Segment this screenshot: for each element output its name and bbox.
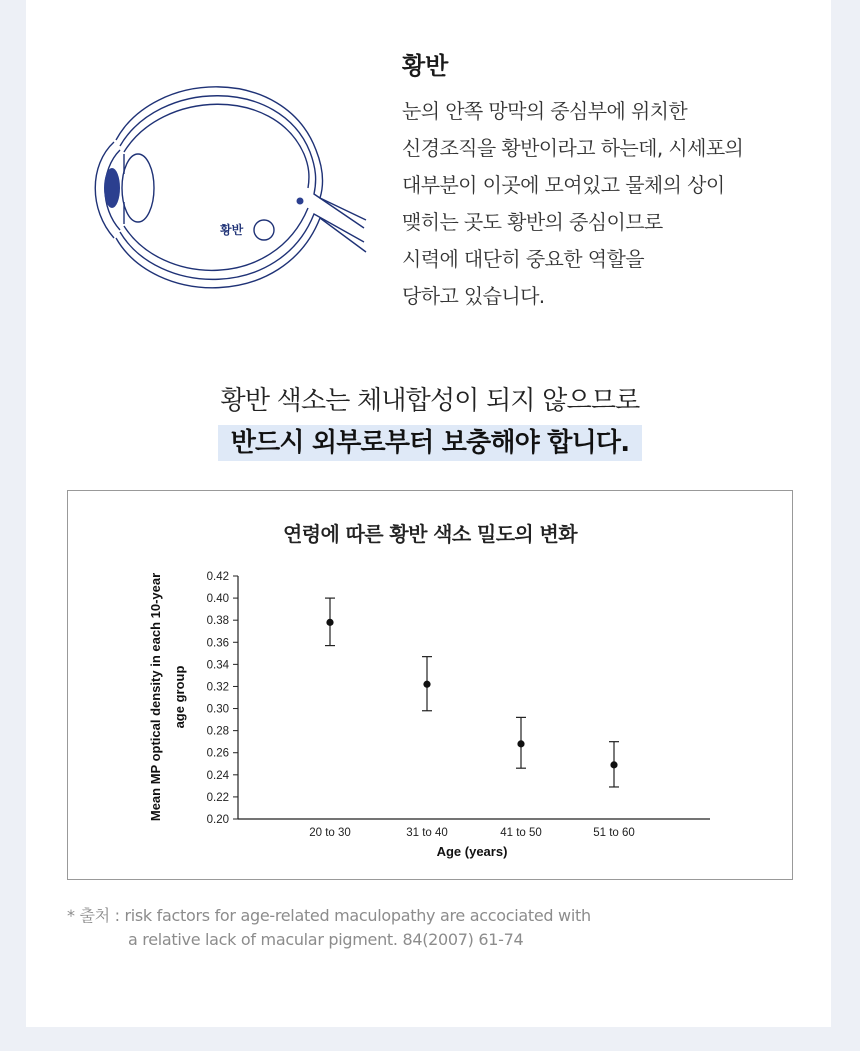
y-tick-label: 0.22 [206,791,229,804]
data-point [517,740,524,747]
source-line-2: a relative lack of macular pigment. 84(2007) 61-74 [128,930,524,949]
eye-diagram-icon [84,70,374,310]
intro-body [402,93,802,315]
y-axis-label-line-2: age group [172,665,187,729]
x-tick-label: 31 to 40 [406,827,448,839]
x-tick-label: 20 to 30 [309,827,351,839]
headline-line-1: 황반 색소는 체내합성이 되지 않으므로 [220,386,640,416]
intro-line: 신경조직을 황반이라고 하는데, 시세포의 [402,136,744,160]
x-axis-label: Age (years) [436,844,508,859]
y-tick-label: 0.30 [206,703,229,716]
intro-line: 당하고 있습니다. [402,284,545,308]
chart-title: 연령에 따른 황반 색소 밀도의 변화 [283,522,577,546]
y-tick-label: 0.34 [206,659,229,672]
y-tick-label: 0.42 [206,571,229,583]
x-tick-label: 51 to 60 [593,827,635,839]
y-tick-label: 0.36 [206,637,229,650]
y-tick-label: 0.20 [206,814,229,826]
intro-title: 황반 [402,52,449,80]
headline-line-2-highlighted: 반드시 외부로부터 보충해야 합니다. [218,425,642,461]
data-point [423,681,430,688]
source-citation [67,904,627,952]
x-tick-label: 41 to 50 [500,827,542,839]
y-tick-label: 0.24 [206,769,229,782]
mp-density-chart [140,565,720,865]
intro-line: 눈의 안쪽 망막의 중심부에 위치한 [402,99,688,123]
data-point [610,761,617,768]
intro-line: 맺히는 곳도 황반의 중심이므로 [402,210,663,234]
y-tick-label: 0.26 [206,747,229,760]
y-tick-label: 0.28 [206,725,229,738]
y-tick-label: 0.38 [206,615,229,628]
y-tick-label: 0.32 [206,681,229,694]
intro-section [402,46,802,315]
source-line-1: * 출처 : risk factors for age-related maculopathy are accociated with [67,906,591,925]
intro-line: 시력에 대단히 중요한 역할을 [402,247,644,271]
intro-line: 대부분이 이곳에 모여있고 물체의 상이 [402,173,725,197]
macula-label: 황반 [220,223,244,237]
y-tick-label: 0.40 [206,593,229,606]
data-point [326,619,333,626]
y-axis-label: Mean MP optical density in each 10-year [148,572,163,822]
